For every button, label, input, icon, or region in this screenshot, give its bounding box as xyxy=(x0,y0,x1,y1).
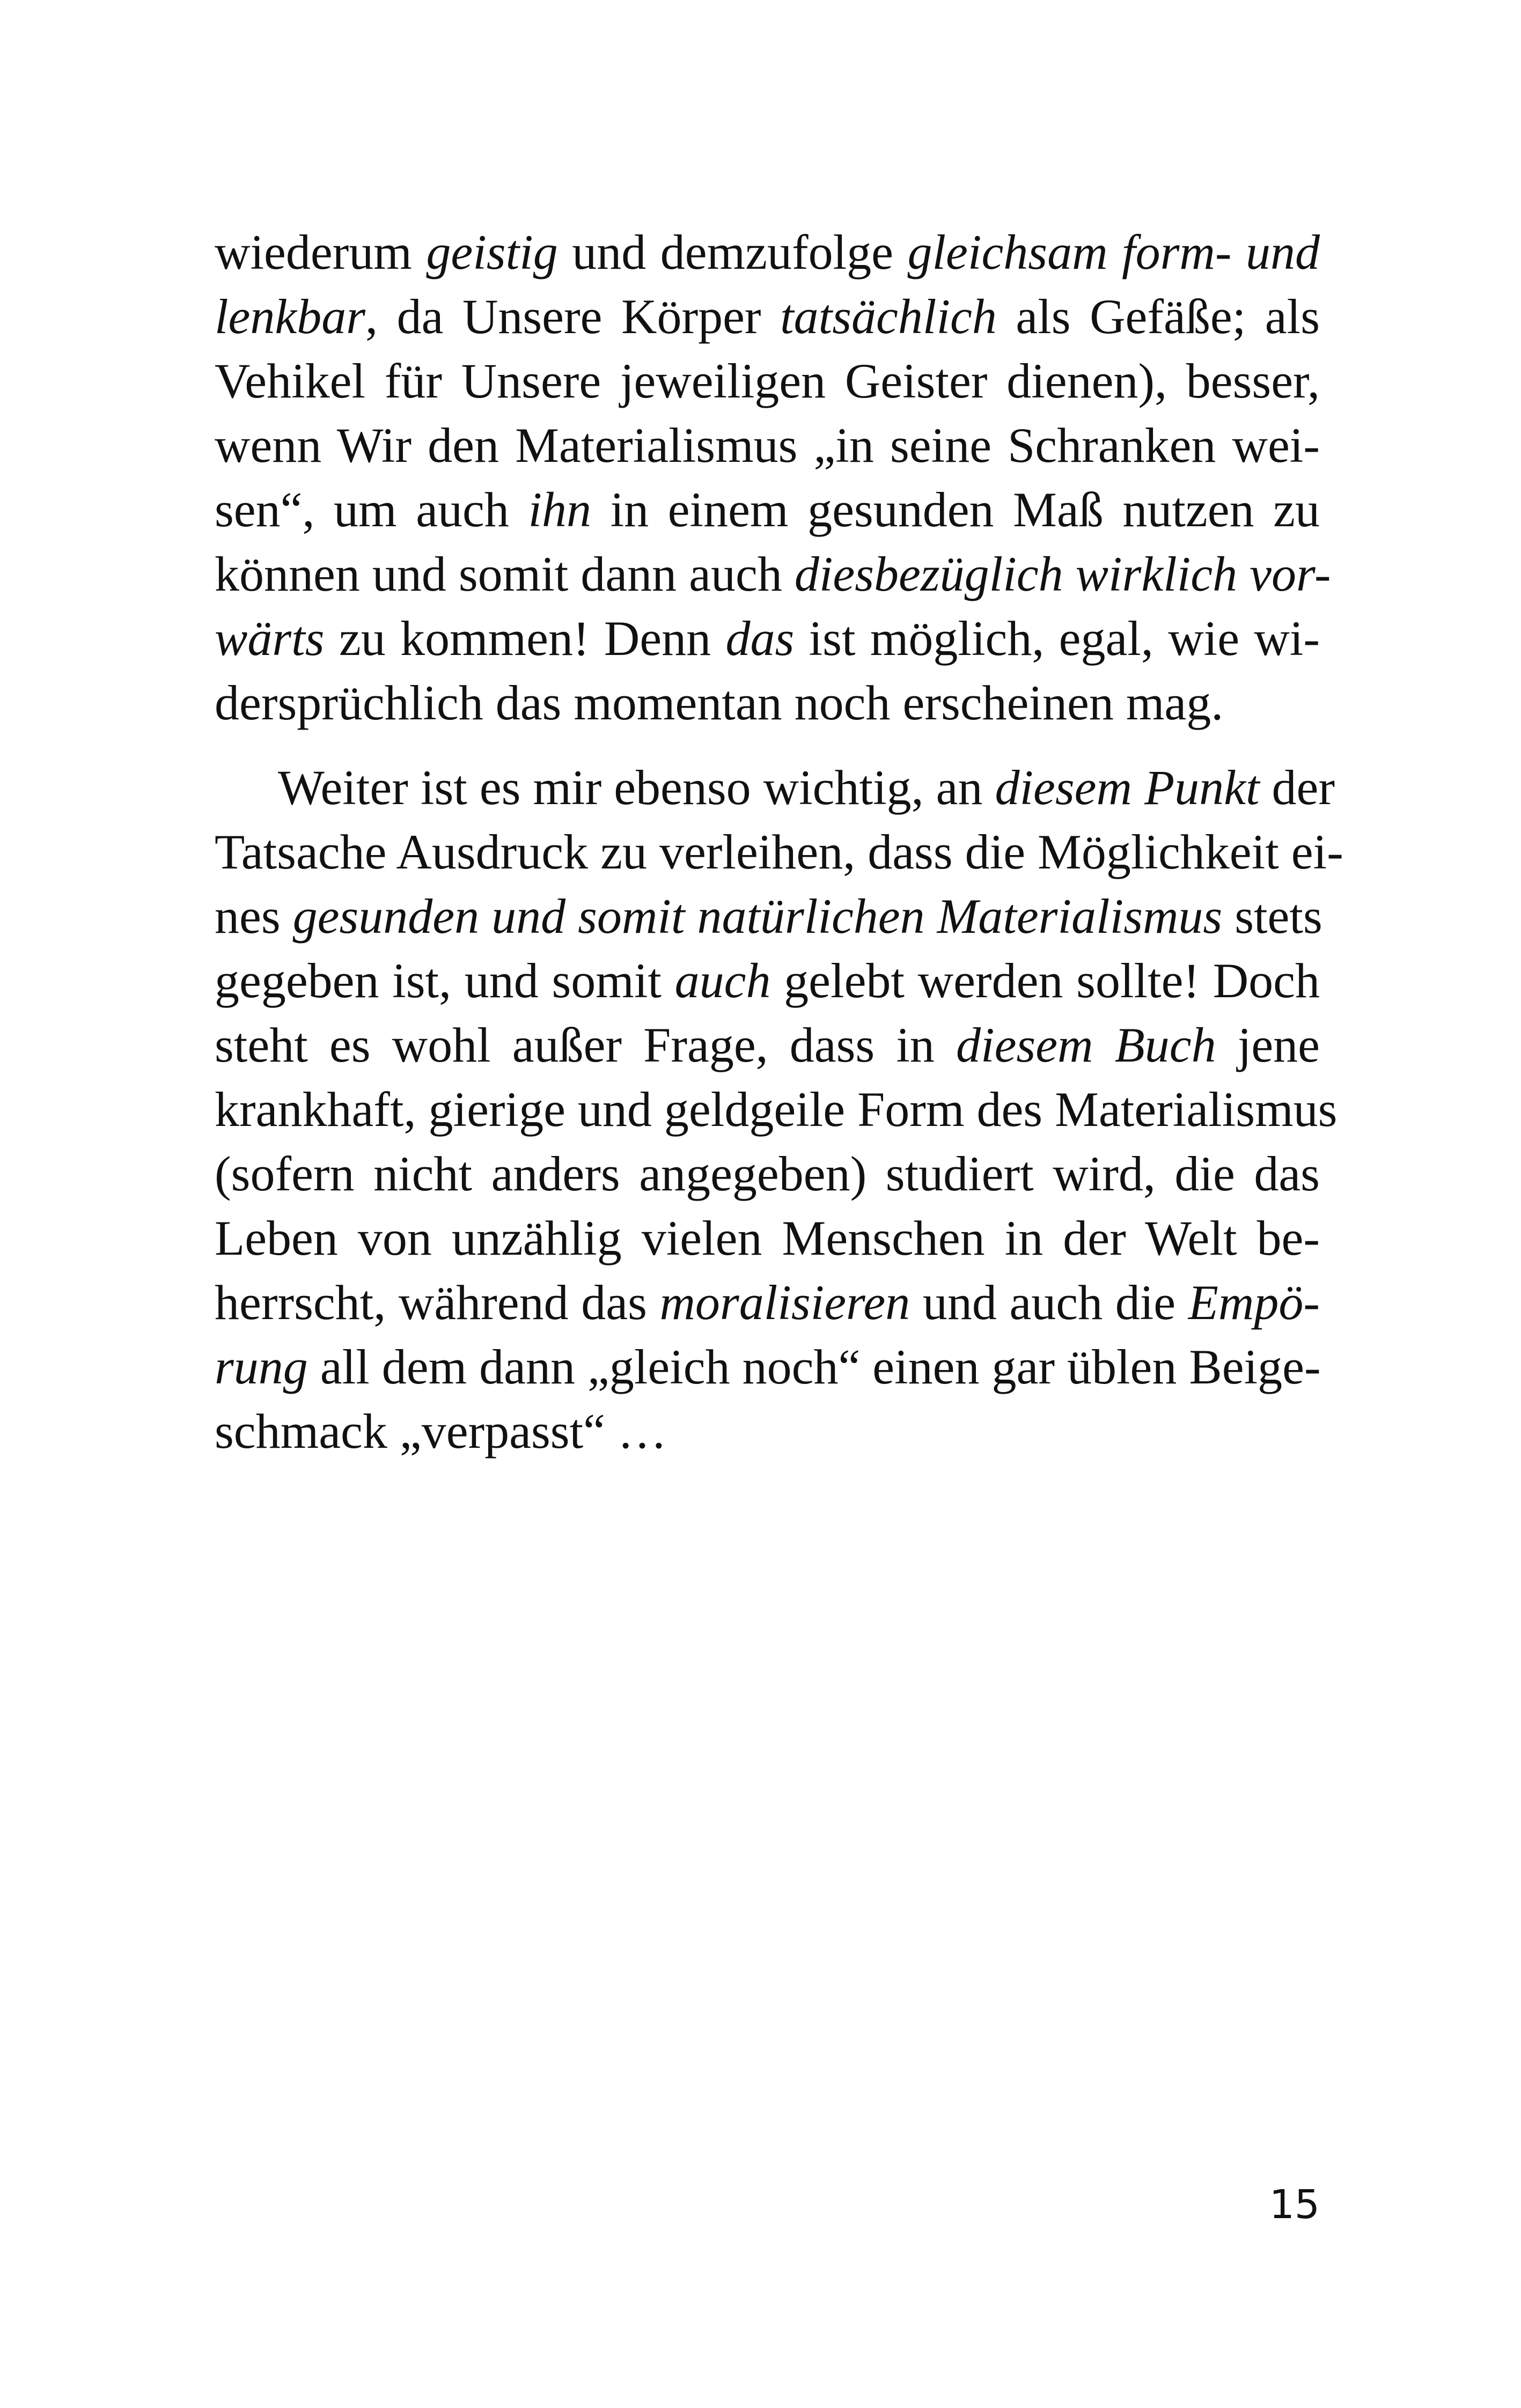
italic-text: tatsächlich xyxy=(780,289,997,344)
text-run: nes xyxy=(215,889,293,944)
text-line xyxy=(215,1270,1320,1335)
italic-text: Empö- xyxy=(1188,1275,1320,1330)
text-line xyxy=(215,948,1320,1013)
text-line xyxy=(215,349,1320,413)
text-line xyxy=(215,606,1320,671)
text-run: (sofern nicht anders angegeben) studiert wird, die das xyxy=(215,1146,1320,1201)
italic-text: das xyxy=(725,611,795,666)
text-line xyxy=(215,671,1320,735)
text-run: als Gefäße; als xyxy=(996,289,1320,344)
text-run: ist möglich, egal, wie wi- xyxy=(794,611,1320,666)
text-run: all dem dann „gleich noch“ einen gar üblen Beige- xyxy=(307,1339,1321,1394)
text-run: herrscht, während das xyxy=(215,1275,660,1330)
body-text xyxy=(215,220,1343,1463)
text-run: und demzufolge xyxy=(557,225,908,279)
paragraph xyxy=(215,220,1331,735)
text-run: Vehikel für Unsere jeweiligen Geister dienen), besser, xyxy=(215,354,1320,408)
page-number: 15 xyxy=(1269,2182,1320,2228)
text-run: stets xyxy=(1222,889,1322,944)
text-line xyxy=(215,542,1331,606)
text-run: jene xyxy=(1216,1018,1320,1072)
text-line xyxy=(215,820,1343,884)
italic-text: auch xyxy=(674,953,771,1008)
italic-text: diesbezüglich wirklich vor- xyxy=(794,547,1331,601)
italic-text: diesem Buch xyxy=(956,1018,1216,1072)
italic-text: ihn xyxy=(528,482,591,537)
text-line xyxy=(215,1335,1320,1399)
text-run: der xyxy=(1259,760,1335,815)
text-run: steht es wohl außer Frage, dass in xyxy=(215,1018,957,1072)
italic-text: diesem Punkt xyxy=(995,760,1260,815)
text-line xyxy=(215,1077,1338,1142)
text-line xyxy=(215,284,1320,349)
text-run: sen“, um auch xyxy=(215,482,528,537)
text-line xyxy=(215,884,1320,948)
text-run: Tatsache Ausdruck zu verleihen, dass die Möglichkeit ei- xyxy=(215,824,1343,879)
paragraph-gap xyxy=(215,735,1320,755)
text-line xyxy=(215,477,1320,542)
text-run: Weiter ist es mir ebenso wichtig, an xyxy=(278,760,995,815)
text-run: Leben von unzählig vielen Menschen in der Welt be- xyxy=(215,1211,1320,1265)
text-run: dersprüchlich das momentan noch erscheinen mag. xyxy=(215,675,1224,730)
text-run: wiederum xyxy=(215,225,427,279)
text-run: krankhaft, gierige und geldgeile Form des Materialismus xyxy=(215,1082,1338,1137)
text-line xyxy=(215,755,1335,820)
text-line xyxy=(215,220,1320,284)
text-line xyxy=(215,1206,1320,1270)
italic-text: gleichsam form- und xyxy=(907,225,1320,279)
text-run: gegeben ist, und somit xyxy=(215,953,675,1008)
italic-text: geistig xyxy=(426,225,558,279)
text-line xyxy=(215,1142,1320,1206)
text-run: zu kommen! Denn xyxy=(324,611,726,666)
text-line xyxy=(215,413,1320,477)
italic-text: gesunden und somit natürlichen Materialismus xyxy=(292,889,1223,944)
italic-text: wärts xyxy=(215,611,325,666)
italic-text: lenkbar xyxy=(215,289,366,344)
text-run: wenn Wir den Materialismus „in seine Schranken wei- xyxy=(215,418,1320,473)
text-run: können und somit dann auch xyxy=(215,547,795,601)
text-run: in einem gesunden Maß nutzen zu xyxy=(591,482,1320,537)
text-line xyxy=(215,1399,1320,1463)
text-line xyxy=(215,1013,1320,1077)
text-run: , da Unsere Körper xyxy=(365,289,781,344)
text-run: schmack „verpasst“ … xyxy=(215,1404,667,1459)
italic-text: moralisieren xyxy=(659,1275,910,1330)
italic-text: rung xyxy=(215,1339,308,1394)
text-run: und auch die xyxy=(910,1275,1188,1330)
paragraph xyxy=(215,755,1343,1463)
text-run: gelebt werden sollte! Doch xyxy=(770,953,1320,1008)
